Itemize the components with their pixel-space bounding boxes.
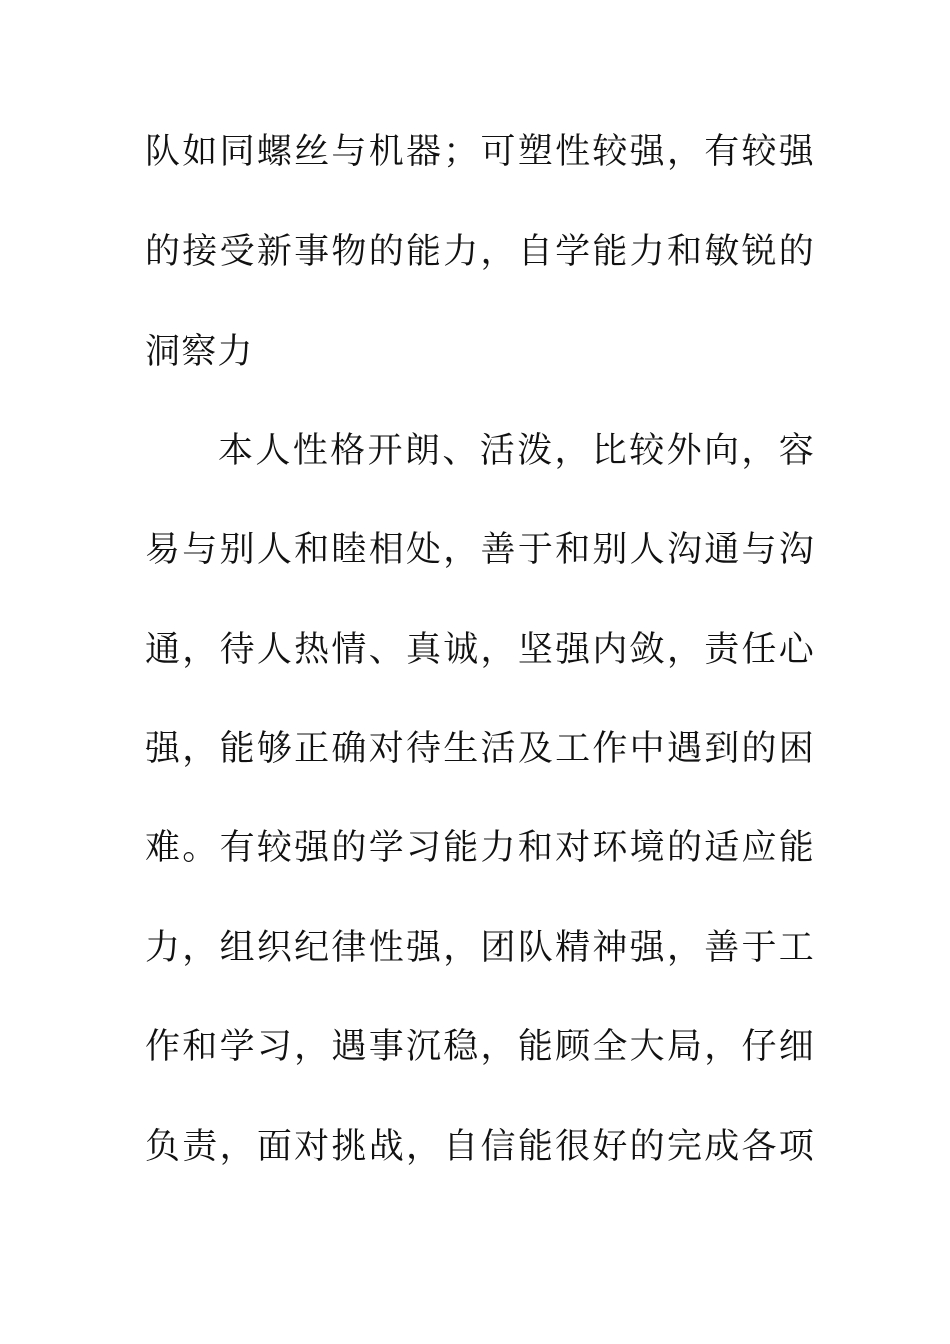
text-line: 强，能够正确对待生活及工作中遇到的困: [145, 729, 815, 769]
text-line: 通，待人热情、真诚，坚强内敛，责任心: [145, 630, 815, 670]
text-line: 易与别人和睦相处，善于和别人沟通与沟: [145, 530, 815, 570]
text-line: 力，组织纪律性强，团队精神强，善于工: [145, 928, 815, 968]
text-line: 的接受新事物的能力，自学能力和敏锐的: [145, 232, 815, 272]
text-line: 本人性格开朗、活泼，比较外向，容: [218, 431, 815, 471]
text-line: 队如同螺丝与机器；可塑性较强，有较强: [145, 132, 815, 172]
text-line: 洞察力: [145, 332, 254, 372]
text-line: 难。有较强的学习能力和对环境的适应能: [145, 828, 815, 868]
text-line: 作和学习，遇事沉稳，能顾全大局，仔细: [145, 1027, 815, 1067]
text-line: 负责，面对挑战，自信能很好的完成各项: [145, 1127, 815, 1167]
